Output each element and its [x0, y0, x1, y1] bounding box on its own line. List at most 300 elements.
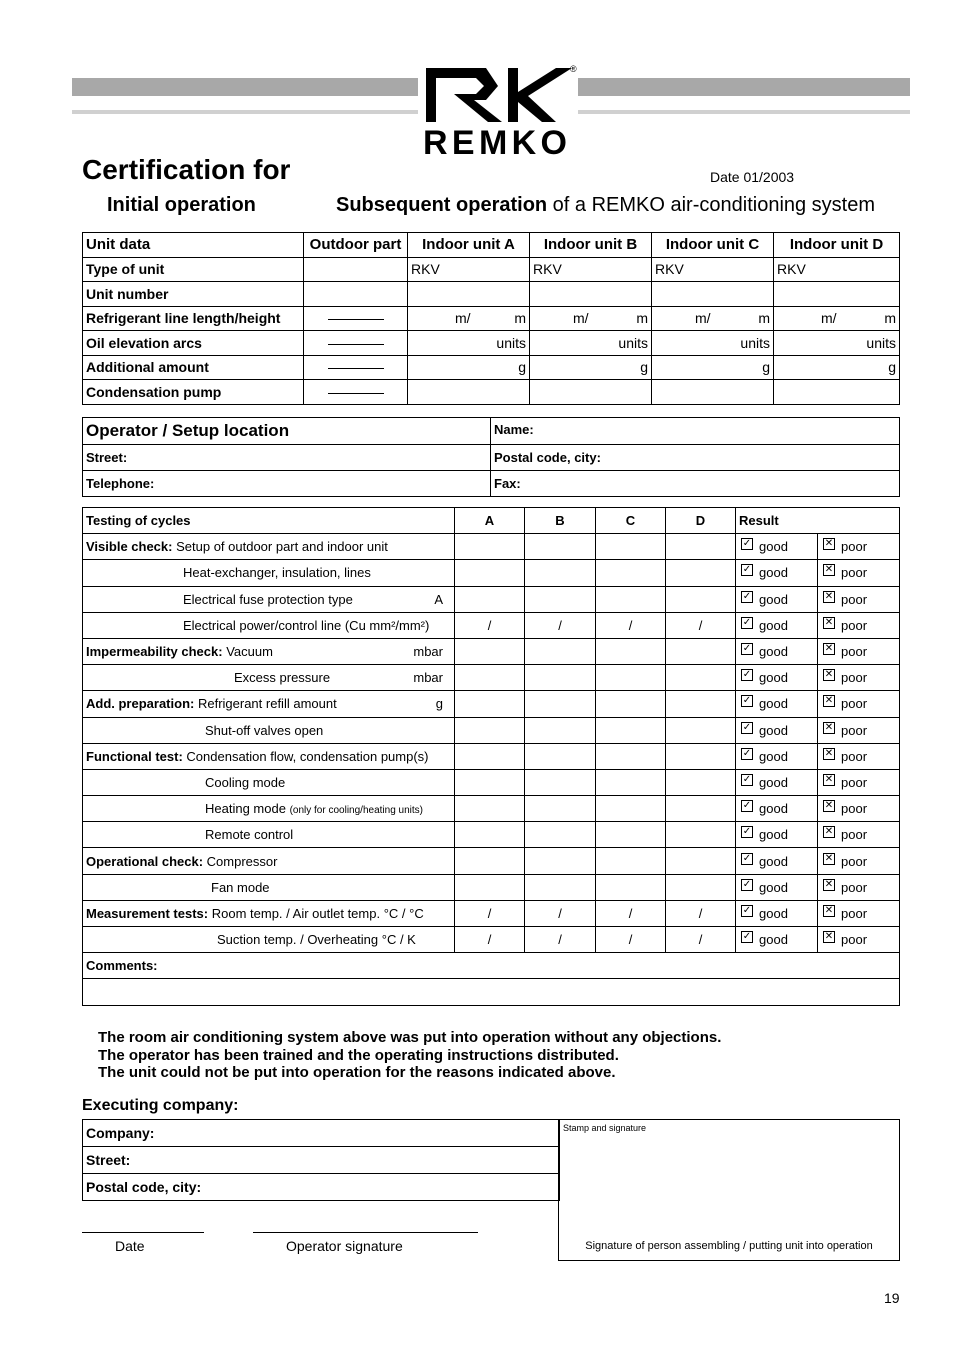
result-good-checkbox[interactable] — [736, 874, 818, 900]
assembler-signature-label: Signature of person assembling / putting unit into operation — [585, 1240, 873, 1252]
test-item-label — [83, 717, 455, 743]
result-good-checkbox[interactable] — [736, 927, 818, 953]
test-item-text: Remote control — [205, 827, 294, 843]
comments-label: Comments: — [83, 953, 900, 979]
test-cell-a[interactable] — [455, 638, 525, 664]
amount-cell-d[interactable]: g — [774, 355, 900, 380]
check-icon: ✓ — [742, 538, 752, 550]
company-postal-field[interactable]: Postal code, city: — [83, 1174, 560, 1201]
result-poor-checkbox[interactable] — [818, 900, 900, 926]
poor-label: poor — [841, 591, 868, 607]
type-of-unit-label: Type of unit — [83, 257, 304, 282]
table-row — [83, 769, 900, 795]
test-item-unit: mbar — [413, 644, 443, 660]
test-cell-a[interactable] — [455, 848, 525, 874]
result-poor-checkbox[interactable] — [818, 927, 900, 953]
table-row — [83, 822, 900, 848]
result-good-checkbox[interactable] — [736, 638, 818, 664]
result-poor-checkbox[interactable] — [818, 638, 900, 664]
brand-name: REMKO — [423, 124, 567, 158]
good-label: good — [759, 801, 788, 817]
cross-icon: ✕ — [824, 773, 834, 785]
cross-icon: ✕ — [824, 695, 834, 707]
test-cell-c[interactable] — [596, 769, 666, 795]
type-value-b[interactable]: RKV — [530, 257, 652, 282]
table-row — [83, 848, 900, 874]
table-row — [83, 331, 900, 356]
type-value-d[interactable]: RKV — [774, 257, 900, 282]
line-length-label: Refrigerant line length/height — [83, 306, 304, 331]
test-cell-a[interactable] — [455, 586, 525, 612]
result-good-checkbox[interactable] — [736, 717, 818, 743]
test-cell-d[interactable] — [666, 586, 736, 612]
test-group-label: Measurement tests: — [86, 905, 209, 921]
result-header: Result — [736, 508, 900, 534]
type-value-c[interactable]: RKV — [652, 257, 774, 282]
test-cell-a[interactable] — [455, 822, 525, 848]
good-label: good — [759, 670, 788, 686]
good-label: good — [759, 748, 788, 764]
result-poor-checkbox[interactable] — [818, 769, 900, 795]
check-icon: ✓ — [742, 773, 752, 785]
line-cell-d[interactable]: m/ m — [774, 306, 900, 331]
test-item-text: Refrigerant refill amount — [197, 696, 337, 712]
result-poor-checkbox[interactable] — [818, 743, 900, 769]
result-poor-checkbox[interactable] — [818, 822, 900, 848]
company-street-field[interactable]: Street: — [83, 1147, 560, 1174]
test-cell-b[interactable] — [525, 691, 596, 717]
input-cell[interactable] — [774, 282, 900, 307]
operator-signature-label: Operator signature — [286, 1238, 403, 1254]
test-cell-c[interactable] — [596, 665, 666, 691]
test-cell-a[interactable] — [455, 717, 525, 743]
cross-icon: ✕ — [824, 669, 834, 681]
good-label: good — [759, 879, 788, 895]
test-cell-d[interactable] — [666, 848, 736, 874]
poor-label: poor — [841, 722, 868, 738]
table-row — [83, 586, 900, 612]
test-cell-b[interactable]: / — [525, 612, 596, 638]
poor-label: poor — [841, 617, 868, 633]
test-item-label — [83, 586, 455, 612]
test-item-label — [83, 874, 455, 900]
check-icon: ✓ — [742, 616, 752, 628]
testing-title: Testing of cycles — [83, 508, 455, 534]
amount-cell-b[interactable]: g — [530, 355, 652, 380]
condensation-pump-label: Condensation pump — [83, 380, 304, 405]
result-good-checkbox[interactable] — [736, 900, 818, 926]
outdoor-dash — [304, 331, 408, 356]
check-icon: ✓ — [742, 669, 752, 681]
test-cell-d[interactable] — [666, 665, 736, 691]
test-item-label — [83, 927, 455, 953]
check-icon: ✓ — [742, 826, 752, 838]
operator-postal-field[interactable]: Postal code, city: — [491, 445, 900, 471]
test-cell-b[interactable]: / — [525, 900, 596, 926]
test-cell-b[interactable] — [525, 665, 596, 691]
table-row — [83, 927, 900, 953]
table-row — [83, 691, 900, 717]
company-field[interactable]: Company: — [83, 1120, 560, 1147]
table-row — [83, 665, 900, 691]
poor-label: poor — [841, 932, 868, 948]
testing-table — [82, 507, 900, 1006]
test-item-label — [83, 822, 455, 848]
test-cell-c[interactable]: / — [596, 900, 666, 926]
test-cell-b[interactable] — [525, 796, 596, 822]
good-label: good — [759, 591, 788, 607]
indoor-b-header: Indoor unit B — [530, 233, 652, 258]
test-cell-c[interactable] — [596, 691, 666, 717]
good-label: good — [759, 565, 788, 581]
table-row — [83, 306, 900, 331]
test-item-unit: g — [435, 696, 443, 712]
good-label: good — [759, 827, 788, 843]
test-cell-a[interactable] — [455, 796, 525, 822]
test-cell-d[interactable]: / — [666, 927, 736, 953]
test-cell-a[interactable] — [455, 769, 525, 795]
result-good-checkbox[interactable] — [736, 534, 818, 560]
line-cell-b[interactable]: m/ m — [530, 306, 652, 331]
test-cell-a[interactable] — [455, 691, 525, 717]
table-row — [83, 257, 900, 282]
result-poor-checkbox[interactable] — [818, 874, 900, 900]
test-cell-b[interactable] — [525, 638, 596, 664]
test-cell-d[interactable] — [666, 560, 736, 586]
cross-icon: ✕ — [824, 878, 834, 890]
test-cell-a[interactable] — [455, 743, 525, 769]
test-group-label: Functional test: — [86, 748, 183, 764]
result-good-checkbox[interactable] — [736, 586, 818, 612]
test-item-label — [83, 848, 455, 874]
table-row — [83, 717, 900, 743]
poor-label: poor — [841, 696, 868, 712]
check-icon: ✓ — [742, 852, 752, 864]
cross-icon: ✕ — [824, 826, 834, 838]
remko-logo — [418, 62, 578, 158]
test-item-text: Cooling mode — [205, 774, 286, 790]
indoor-d-header: Indoor unit D — [774, 233, 900, 258]
input-cell[interactable] — [530, 282, 652, 307]
test-item-label — [83, 769, 455, 795]
test-item-label — [83, 900, 455, 926]
test-cell-d[interactable] — [666, 822, 736, 848]
cross-icon: ✕ — [824, 538, 834, 550]
result-good-checkbox[interactable] — [736, 612, 818, 638]
statement-1: The room air conditioning system above was put into operation without any objections. — [98, 1029, 722, 1046]
col-b-header: B — [525, 508, 596, 534]
good-label: good — [759, 644, 788, 660]
result-poor-checkbox[interactable] — [818, 691, 900, 717]
test-cell-c[interactable] — [596, 586, 666, 612]
input-cell[interactable] — [304, 257, 408, 282]
page-title: Certification for — [82, 154, 291, 185]
test-cell-b[interactable] — [525, 717, 596, 743]
test-item-label — [83, 743, 455, 769]
test-item-unit: A — [434, 591, 443, 607]
test-item-text: Setup of outdoor part and indoor unit — [176, 539, 388, 555]
unit-data-header: Unit data — [83, 233, 304, 258]
test-cell-c[interactable]: / — [596, 612, 666, 638]
executing-company-title: Executing company: — [82, 1097, 239, 1114]
form-date: Date 01/2003 — [710, 169, 795, 185]
type-value-a[interactable]: RKV — [408, 257, 530, 282]
result-good-checkbox[interactable] — [736, 848, 818, 874]
statement-2: The operator has been trained and the operating instructions distributed. — [98, 1047, 619, 1064]
result-poor-checkbox[interactable] — [818, 665, 900, 691]
outdoor-dash — [304, 380, 408, 405]
result-poor-checkbox[interactable] — [818, 848, 900, 874]
test-cell-c[interactable] — [596, 796, 666, 822]
test-cell-a[interactable]: / — [455, 927, 525, 953]
input-cell[interactable] — [408, 282, 530, 307]
cross-icon: ✕ — [824, 616, 834, 628]
good-label: good — [759, 617, 788, 633]
cross-icon: ✕ — [824, 721, 834, 733]
line-cell-c[interactable]: m/ m — [652, 306, 774, 331]
page-number: 19 — [884, 1290, 900, 1306]
input-cell[interactable] — [652, 380, 774, 405]
poor-label: poor — [841, 539, 868, 555]
line-cell-a[interactable]: m/ m — [408, 306, 530, 331]
test-cell-b[interactable]: / — [525, 927, 596, 953]
subsequent-operation-label: Subsequent operation of a REMKO air-conditioning system — [336, 194, 876, 216]
registered-mark: ® — [570, 64, 577, 74]
test-item-text: Fan mode — [211, 879, 270, 895]
good-label: good — [759, 905, 788, 921]
result-good-checkbox[interactable] — [736, 769, 818, 795]
test-cell-d[interactable] — [666, 743, 736, 769]
result-good-checkbox[interactable] — [736, 560, 818, 586]
test-cell-a[interactable] — [455, 665, 525, 691]
poor-label: poor — [841, 905, 868, 921]
test-cell-d[interactable] — [666, 874, 736, 900]
test-cell-b[interactable] — [525, 586, 596, 612]
test-cell-a[interactable] — [455, 534, 525, 560]
poor-label: poor — [841, 670, 868, 686]
test-cell-c[interactable] — [596, 874, 666, 900]
result-good-checkbox[interactable] — [736, 691, 818, 717]
table-row — [83, 282, 900, 307]
test-cell-d[interactable] — [666, 769, 736, 795]
input-cell[interactable] — [304, 282, 408, 307]
operator-street-field[interactable]: Street: — [83, 445, 491, 471]
amount-cell-a[interactable]: g — [408, 355, 530, 380]
test-item-text: Heating mode — [205, 801, 286, 817]
poor-label: poor — [841, 774, 868, 790]
test-cell-d[interactable] — [666, 534, 736, 560]
operator-telephone-field[interactable]: Telephone: — [83, 471, 491, 497]
test-cell-b[interactable] — [525, 848, 596, 874]
poor-label: poor — [841, 827, 868, 843]
test-cell-b[interactable] — [525, 822, 596, 848]
table-row — [83, 874, 900, 900]
cross-icon: ✕ — [824, 564, 834, 576]
cross-icon: ✕ — [824, 747, 834, 759]
test-item-label — [83, 691, 455, 717]
comments-field[interactable] — [83, 979, 900, 1005]
table-row — [83, 380, 900, 405]
test-item-label — [83, 638, 455, 664]
test-cell-a[interactable]: / — [455, 900, 525, 926]
additional-amount-label: Additional amount — [83, 355, 304, 380]
test-cell-c[interactable] — [596, 717, 666, 743]
operator-title: Operator / Setup location — [83, 418, 491, 445]
check-icon: ✓ — [742, 931, 752, 943]
table-row — [83, 534, 900, 560]
initial-operation-label: Initial operation — [107, 194, 256, 216]
oil-cell-c[interactable]: units — [652, 331, 774, 356]
test-item-label — [83, 796, 455, 822]
input-cell[interactable] — [530, 380, 652, 405]
test-cell-c[interactable]: / — [596, 927, 666, 953]
test-cell-b[interactable] — [525, 560, 596, 586]
cross-icon: ✕ — [824, 931, 834, 943]
table-row — [83, 743, 900, 769]
operator-table — [82, 417, 900, 497]
test-group-label: Visible check: — [86, 539, 173, 555]
test-group-label: Add. preparation: — [86, 696, 195, 712]
test-cell-c[interactable] — [596, 848, 666, 874]
test-cell-d[interactable] — [666, 638, 736, 664]
outdoor-dash — [304, 306, 408, 331]
test-cell-b[interactable] — [525, 743, 596, 769]
poor-label: poor — [841, 565, 868, 581]
poor-label: poor — [841, 801, 868, 817]
result-poor-checkbox[interactable] — [818, 612, 900, 638]
indoor-c-header: Indoor unit C — [652, 233, 774, 258]
test-item-label — [83, 665, 455, 691]
check-icon: ✓ — [742, 878, 752, 890]
test-cell-a[interactable] — [455, 560, 525, 586]
good-label: good — [759, 774, 788, 790]
check-icon: ✓ — [742, 904, 752, 916]
poor-label: poor — [841, 879, 868, 895]
test-item-text: Heat-exchanger, insulation, lines — [183, 565, 371, 581]
test-cell-d[interactable]: / — [666, 612, 736, 638]
operator-signature-line[interactable] — [253, 1232, 478, 1233]
result-poor-checkbox[interactable] — [818, 796, 900, 822]
poor-label: poor — [841, 748, 868, 764]
date-label: Date — [115, 1238, 145, 1254]
col-a-header: A — [455, 508, 525, 534]
test-item-text: Suction temp. / Overheating °C / K — [217, 932, 416, 948]
input-cell[interactable] — [408, 380, 530, 405]
result-good-checkbox[interactable] — [736, 796, 818, 822]
table-row — [83, 612, 900, 638]
check-icon: ✓ — [742, 643, 752, 655]
statement-3: The unit could not be put into operation for the reasons indicated above. — [98, 1064, 616, 1081]
test-item-text: Excess pressure — [234, 670, 331, 686]
oil-cell-a[interactable]: units — [408, 331, 530, 356]
test-cell-c[interactable] — [596, 638, 666, 664]
test-group-label: Operational check: — [86, 853, 204, 869]
result-poor-checkbox[interactable] — [818, 717, 900, 743]
good-label: good — [759, 539, 788, 555]
test-cell-d[interactable] — [666, 796, 736, 822]
good-label: good — [759, 722, 788, 738]
test-cell-c[interactable] — [596, 560, 666, 586]
result-good-checkbox[interactable] — [736, 665, 818, 691]
input-cell[interactable] — [774, 380, 900, 405]
table-row — [83, 638, 900, 664]
operator-name-field[interactable]: Name: — [491, 418, 900, 445]
test-cell-b[interactable] — [525, 534, 596, 560]
oil-arcs-label: Oil elevation arcs — [83, 331, 304, 356]
check-icon: ✓ — [742, 695, 752, 707]
result-poor-checkbox[interactable] — [818, 534, 900, 560]
table-row — [83, 900, 900, 926]
executing-company-table — [82, 1119, 560, 1201]
test-cell-d[interactable] — [666, 691, 736, 717]
test-item-text: Compressor — [206, 853, 278, 869]
result-poor-checkbox[interactable] — [818, 560, 900, 586]
result-good-checkbox[interactable] — [736, 743, 818, 769]
check-icon: ✓ — [742, 747, 752, 759]
good-label: good — [759, 932, 788, 948]
test-cell-d[interactable]: / — [666, 900, 736, 926]
check-icon: ✓ — [742, 800, 752, 812]
poor-label: poor — [841, 853, 868, 869]
test-item-label — [83, 612, 455, 638]
indoor-a-header: Indoor unit A — [408, 233, 530, 258]
input-cell[interactable] — [652, 282, 774, 307]
oil-cell-b[interactable]: units — [530, 331, 652, 356]
poor-label: poor — [841, 644, 868, 660]
test-item-label — [83, 560, 455, 586]
good-label: good — [759, 696, 788, 712]
test-cell-a[interactable] — [455, 874, 525, 900]
table-row — [83, 796, 900, 822]
operator-fax-field[interactable]: Fax: — [491, 471, 900, 497]
test-item-text: Condensation flow, condensation pump(s) — [186, 748, 429, 764]
result-good-checkbox[interactable] — [736, 822, 818, 848]
test-cell-b[interactable] — [525, 769, 596, 795]
test-item-text: Vacuum — [226, 644, 273, 660]
test-cell-a[interactable]: / — [455, 612, 525, 638]
test-item-text: Electrical power/control line (Cu mm²/mm²) — [183, 617, 430, 633]
unit-number-label: Unit number — [83, 282, 304, 307]
check-icon: ✓ — [742, 590, 752, 602]
table-row — [83, 560, 900, 586]
date-line[interactable] — [82, 1232, 204, 1233]
test-cell-c[interactable] — [596, 822, 666, 848]
test-item-text: Room temp. / Air outlet temp. °C / °C — [211, 905, 424, 921]
table-row — [83, 355, 900, 380]
cross-icon: ✕ — [824, 800, 834, 812]
test-cell-c[interactable] — [596, 743, 666, 769]
test-cell-b[interactable] — [525, 874, 596, 900]
stamp-label: Stamp and signature — [563, 1123, 647, 1133]
stamp-signature-box[interactable] — [558, 1119, 900, 1261]
test-item-unit: mbar — [413, 670, 443, 686]
unit-data-table — [82, 232, 900, 405]
col-c-header: C — [596, 508, 666, 534]
cross-icon: ✕ — [824, 643, 834, 655]
cross-icon: ✕ — [824, 590, 834, 602]
amount-cell-c[interactable]: g — [652, 355, 774, 380]
cross-icon: ✕ — [824, 852, 834, 864]
check-icon: ✓ — [742, 564, 752, 576]
cross-icon: ✕ — [824, 904, 834, 916]
test-cell-d[interactable] — [666, 717, 736, 743]
oil-cell-d[interactable]: units — [774, 331, 900, 356]
test-item-note: (only for cooling/heating units) — [289, 805, 423, 817]
test-cell-c[interactable] — [596, 534, 666, 560]
result-poor-checkbox[interactable] — [818, 586, 900, 612]
test-item-text: Shut-off valves open — [205, 722, 324, 738]
outdoor-dash — [304, 355, 408, 380]
